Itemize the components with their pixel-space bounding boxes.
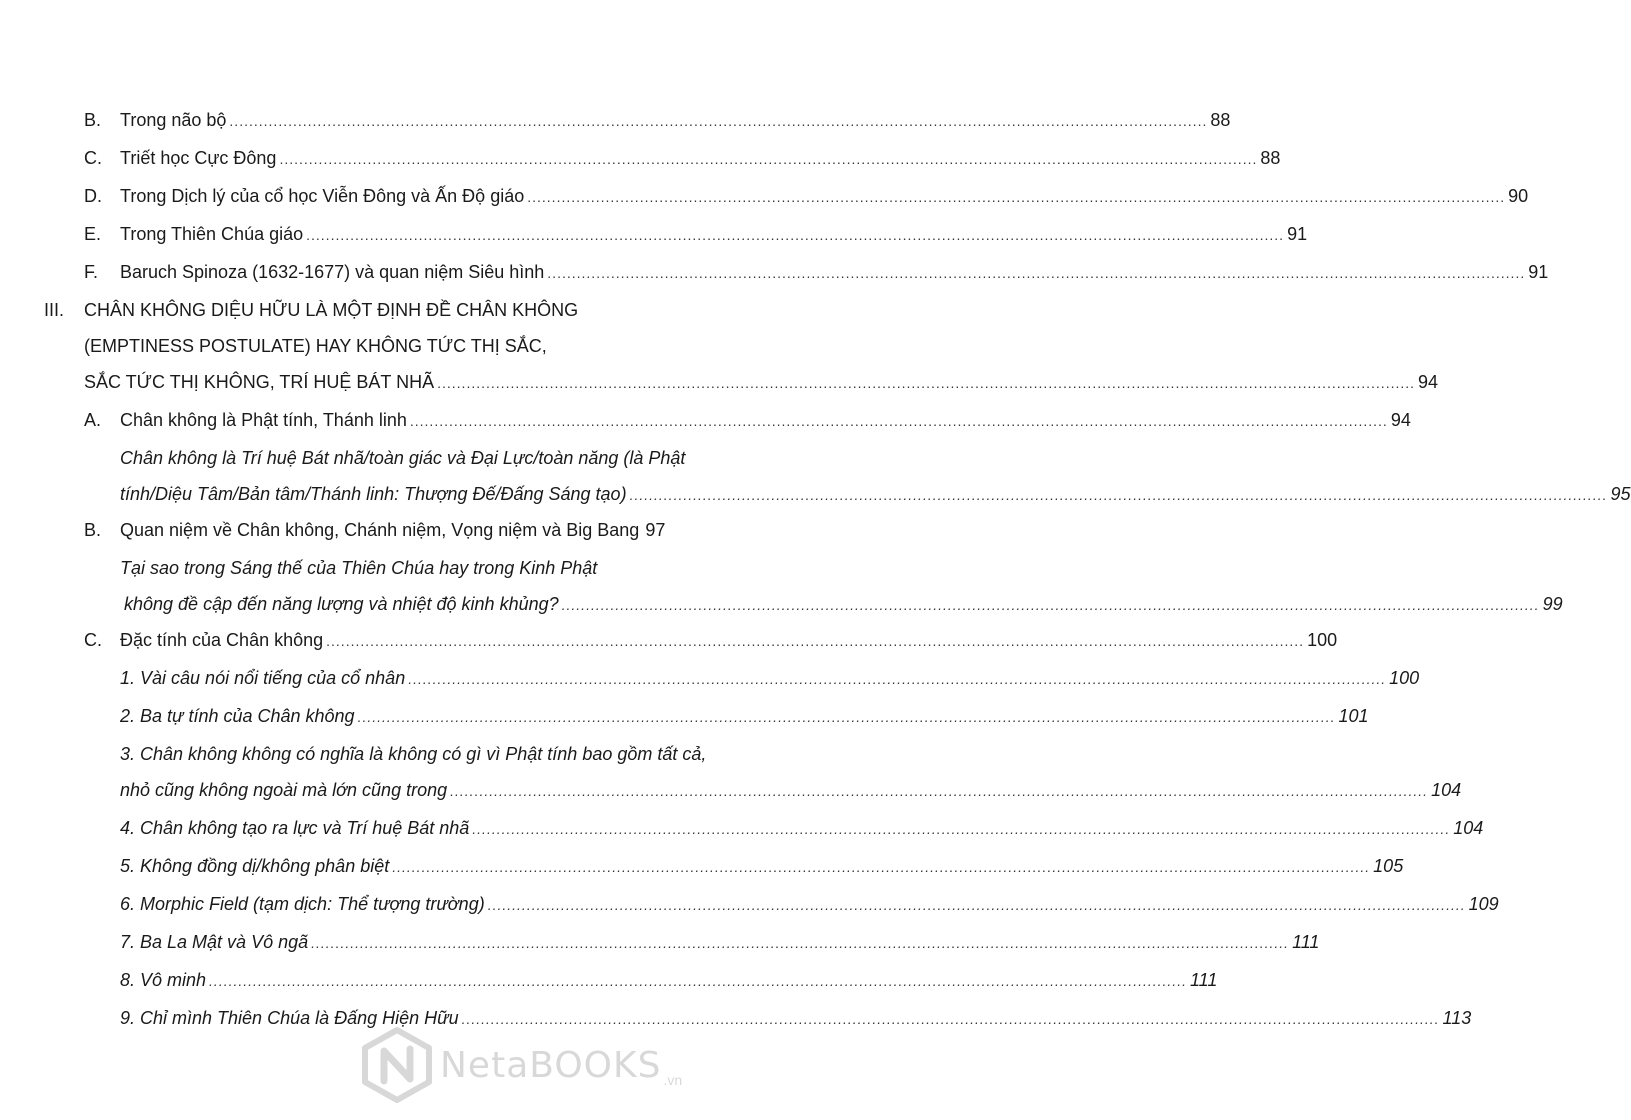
toc-title: Đặc tính của Chân không: [120, 630, 324, 650]
leader-dots: ........................................................................................................................................................................................................: [437, 375, 1416, 391]
toc-entry-c2[interactable]: [120, 628, 1338, 653]
leader-dots: ........................................................................................................................................................................................................: [392, 859, 1371, 875]
toc-label-f1: F.: [84, 262, 99, 282]
toc-page-number: 113: [1442, 1008, 1472, 1028]
leader-dots: ........................................................................................................................................................................................................: [472, 821, 1451, 837]
toc-iii-line2: (EMPTINESS POSTULATE) HAY KHÔNG TỨC THỊ SẮC,: [84, 336, 547, 356]
toc-title: không đề cập đến năng lượng và nhiệt độ kinh khủng?: [124, 594, 559, 614]
toc-entry-item-6[interactable]: [120, 892, 1499, 917]
toc-title: 9. Chỉ mình Thiên Chúa là Đấng Hiện Hữu: [120, 1008, 459, 1028]
netabooks-watermark: [362, 1020, 692, 1110]
netabooks-logo-icon: [362, 1027, 432, 1103]
toc-iii-line1: CHÂN KHÔNG DIỆU HỮU LÀ MỘT ĐỊNH ĐỀ CHÂN KHÔNG: [84, 300, 579, 320]
toc-title: Trong não bộ: [120, 110, 227, 130]
toc-title: 8. Vô minh: [120, 970, 207, 990]
leader-dots: ........................................................................................................................................................................................................: [326, 633, 1305, 649]
toc-entry-item-2[interactable]: [120, 704, 1369, 729]
toc-b2-sub-line1: Tại sao trong Sáng thế của Thiên Chúa hay trong Kinh Phật: [120, 558, 598, 578]
leader-dots: ........................................................................................................................................................................................................: [547, 265, 1526, 281]
leader-dots: ........................................................................................................................................................................................................: [527, 189, 1506, 205]
toc-page-number: 104: [1431, 780, 1462, 800]
toc-entry-item-3[interactable]: [120, 778, 1462, 803]
toc-page-number: 111: [1189, 970, 1218, 990]
leader-dots: ........................................................................................................................................................................................................: [279, 151, 1258, 167]
leader-dots: ........................................................................................................................................................................................................: [209, 973, 1187, 989]
toc-page-number: 104: [1453, 818, 1484, 838]
toc-page-number: 100: [1389, 668, 1420, 688]
toc-entry-item-5[interactable]: [120, 854, 1404, 879]
leader-dots: ........................................................................................................................................................................................................: [306, 227, 1285, 243]
toc-page-number: 91: [1528, 262, 1549, 282]
toc-page-number: 109: [1468, 894, 1499, 914]
toc-entry-b1[interactable]: [120, 108, 1231, 133]
toc-title: Baruch Spinoza (1632-1677) và quan niệm Siêu hình: [120, 262, 545, 282]
toc-title: 1. Vài câu nói nổi tiếng của cổ nhân: [120, 668, 406, 688]
toc-title: 6. Morphic Field (tạm dịch: Thể tượng trường): [120, 894, 485, 914]
toc-page-number: 111: [1292, 932, 1320, 952]
leader-dots: ........................................................................................................................................................................................................: [629, 487, 1608, 503]
toc-label-e1: E.: [84, 224, 102, 244]
toc-page-number: 97: [645, 520, 666, 540]
leader-dots: ........................................................................................................................................................................................................: [487, 897, 1466, 913]
toc-page-number: 88: [1260, 148, 1281, 168]
leader-dots: ........................................................................................................................................................................................................: [229, 113, 1208, 129]
toc-title: 7. Ba La Mật và Vô ngã: [120, 932, 309, 952]
toc-page-number: 90: [1508, 186, 1529, 206]
watermark-brand: NetaBOOKS: [440, 1044, 662, 1086]
toc-page-number: 88: [1210, 110, 1231, 130]
leader-dots: ........................................................................................................................................................................................................: [311, 935, 1290, 951]
toc-entry-c1[interactable]: [120, 146, 1281, 171]
toc-title: Triết học Cực Đông: [120, 148, 277, 168]
toc-entry-item-4[interactable]: [120, 816, 1484, 841]
toc-title: 4. Chân không tạo ra lực và Trí huệ Bát nhã: [120, 818, 470, 838]
toc-label-b2: B.: [84, 520, 102, 540]
toc-label-c2: C.: [84, 630, 102, 650]
toc-page-number: 94: [1418, 372, 1439, 392]
toc-entry-item-1[interactable]: [120, 666, 1420, 691]
leader-dots: ........................................................................................................................................................................................................: [409, 413, 1388, 429]
toc-label-a2: A.: [84, 410, 102, 430]
toc-title: 5. Không đồng dị/không phân biệt: [120, 856, 390, 876]
toc-entry-d1[interactable]: [120, 184, 1529, 209]
toc-title: 2. Ba tự tính của Chân không: [120, 706, 355, 726]
toc-title: Chân không là Phật tính, Thánh linh: [120, 410, 407, 430]
toc-page-number: 94: [1390, 410, 1411, 430]
toc-entry-b2[interactable]: [120, 518, 666, 543]
leader-dots: ........................................................................................................................................................................................................: [450, 783, 1429, 799]
toc-page-number: 100: [1307, 630, 1338, 650]
toc-entry-item-8[interactable]: [120, 968, 1218, 993]
toc-page-number: 99: [1542, 594, 1563, 614]
toc-title: Trong Dịch lý của cổ học Viễn Đông và Ấn Độ giáo: [120, 186, 525, 206]
toc-page-number: 105: [1373, 856, 1404, 876]
leader-dots: ........................................................................................................................................................................................................: [461, 1011, 1440, 1027]
toc-page-number: 101: [1338, 706, 1369, 726]
toc-entry-f1[interactable]: [120, 260, 1549, 285]
toc-label-iii: III.: [44, 300, 65, 320]
toc-entry-e1[interactable]: [120, 222, 1308, 247]
toc-title: nhỏ cũng không ngoài mà lớn cũng trong: [120, 780, 448, 800]
toc-entry-item-7[interactable]: [120, 930, 1320, 955]
toc-entry-b2-sub[interactable]: [124, 592, 1563, 617]
toc-entry-a2[interactable]: [120, 408, 1411, 433]
leader-dots: ........................................................................................................................................................................................................: [408, 671, 1387, 687]
toc-entry-a2-sub[interactable]: [120, 482, 1631, 507]
toc-label-b1: B.: [84, 110, 102, 130]
toc-page-number: 95: [1610, 484, 1631, 504]
toc-title: Trong Thiên Chúa giáo: [120, 224, 304, 244]
leader-dots: ........................................................................................................................................................................................................: [561, 597, 1540, 613]
toc-label-c1: C.: [84, 148, 102, 168]
leader-dots: ........................................................................................................................................................................................................: [357, 709, 1336, 725]
toc-title: SẮC TỨC THỊ KHÔNG, TRÍ HUỆ BÁT NHÃ: [84, 372, 435, 392]
toc-label-d1: D.: [84, 186, 102, 206]
watermark-suffix: .vn: [663, 1072, 683, 1088]
toc-entry-iii[interactable]: [84, 370, 1439, 395]
toc-page-number: 91: [1287, 224, 1308, 244]
toc-title: Quan niệm về Chân không, Chánh niệm, Vọng niệm và Big Bang: [120, 520, 640, 540]
toc-item-3-line1: 3. Chân không không có nghĩa là không có gì vì Phật tính bao gồm tất cả,: [120, 744, 707, 764]
toc-a2-sub-line1: Chân không là Trí huệ Bát nhã/toàn giác và Đại Lực/toàn năng (là Phật: [120, 448, 686, 468]
toc-title: tính/Diệu Tâm/Bản tâm/Thánh linh: Thượng Đế/Đấng Sáng tạo): [120, 484, 627, 504]
